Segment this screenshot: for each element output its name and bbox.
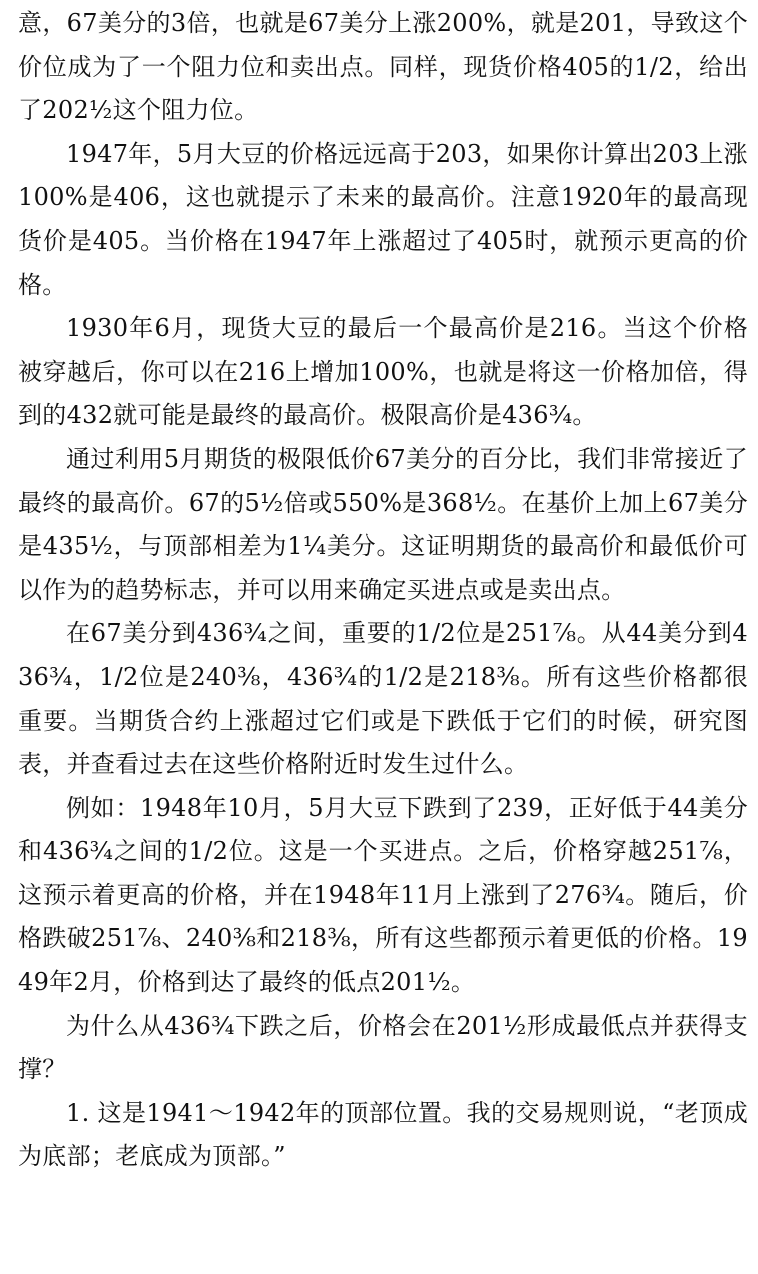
paragraph: 在67美分到436¾之间，重要的1/2位是251⅞。从44美分到436¾，1/2位是240⅜，436¾的1/2是218⅜。所有这些价格都很重要。当期货合约上涨超过它们或是下跌低于它们的时候，研究图表，并查看过去在这些价格附近时发生过什么。 <box>18 619 748 779</box>
paragraph: 通过利用5月期货的极限低价67美分的百分比，我们非常接近了最终的最高价。67的5½倍或550%是368½。在基价上加上67美分是435½，与顶部相差为1¼美分。这证明期货的最高价和最低价可以作为的趋势标志，并可以用来确定买进点或是卖出点。 <box>18 444 748 604</box>
paragraph: 1. 这是1941～1942年的顶部位置。我的交易规则说，“老顶成为底部；老底成为顶部。” <box>18 1098 748 1171</box>
paragraph: 例如：1948年10月，5月大豆下跌到了239，正好低于44美分和436¾之间的1/2位。这是一个买进点。之后，价格穿越251⅞，这预示着更高的价格，并在1948年11月上涨到了276¾。随后，价格跌破251⅞、240⅜和218⅜，所有这些都预示着更低的价格。1949年2月，价格到达了最终的低点201½。 <box>18 793 748 997</box>
paragraph: 1947年，5月大豆的价格远远高于203，如果你计算出203上涨100%是406，这也就提示了未来的最高价。注意1920年的最高现货价是405。当价格在1947年上涨超过了405时，就预示更高的价格。 <box>18 139 748 299</box>
paragraph: 意，67美分的3倍，也就是67美分上涨200%，就是201，导致这个价位成为了一个阻力位和卖出点。同样，现货价格405的1/2，给出了202½这个阻力位。 <box>18 9 748 125</box>
paragraph: 为什么从436¾下跌之后，价格会在201½形成最低点并获得支撑？ <box>18 1011 748 1084</box>
paragraph: 1930年6月，现货大豆的最后一个最高价是216。当这个价格被穿越后，你可以在216上增加100%，也就是将这一价格加倍，得到的432就可能是最终的最高价。极限高价是436¾。 <box>18 314 748 430</box>
